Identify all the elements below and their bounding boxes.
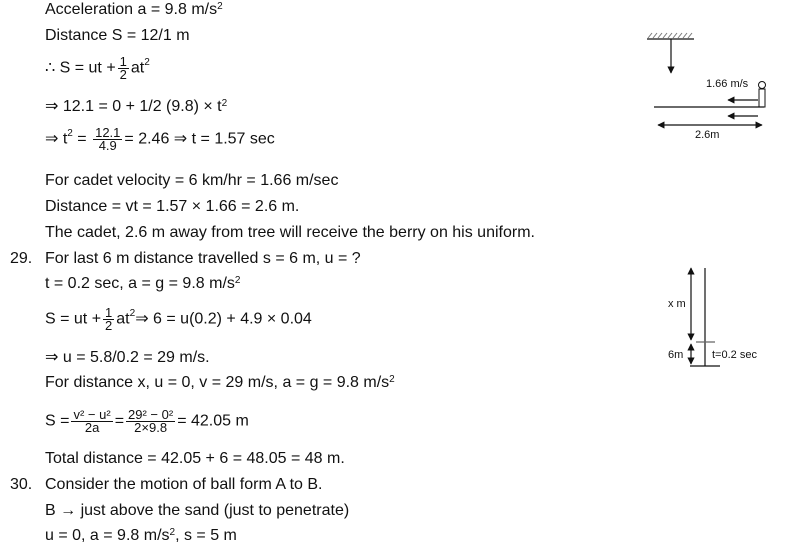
time-fraction: $\frac{12.1}{4.9}$: [95, 125, 121, 153]
q29-velocity-result: ⇒ u = 5.8/0.2 = 29 m/s.: [45, 349, 210, 366]
six-m-label: 6m: [668, 349, 684, 361]
cadet-conclusion-line: The cadet, 2.6 m away from tree will receive the berry on his uniform.: [45, 224, 535, 241]
substitution-line: ⇒ 12.1 = 0 + 1/2 $(9.8) \times t^2$: [45, 98, 228, 115]
cadet-velocity-line: For cadet velocity = 6 km/hr = 1.66 m/sec: [45, 172, 339, 189]
time-label: t=0.2 sec: [712, 349, 757, 361]
falling-body-diagram: [660, 260, 780, 370]
kinematic-fraction: $\frac{\text{v² − u²}}{2a}$: [73, 407, 111, 435]
q29-distance-formula: S = $\frac{\text{v² − u²}}{2a}$ = $\frac{\text{29² − 0²}}{2\times 9.8}$ = 42.05 m: [45, 407, 249, 435]
numeric-fraction: $\frac{\text{29² − 0²}}{2\times 9.8}$: [128, 407, 174, 435]
q29-equation-line: S = ut + $\frac{1}{2}$ $at^2\Rightarrow$ 6 = u(0.2) + 4.9 × 0.04: [45, 305, 312, 333]
q30-given-line: u = 0, a = 9.8 $m/s^2$, s = 5 m: [45, 527, 237, 544]
cadet-berry-diagram: [640, 25, 780, 145]
q29-distance-x-given: For distance x, u = 0, v = 29 m/s, a = g = 9.8 $m/s^2$: [45, 374, 395, 391]
equation-of-motion-line: ∴ S = ut + $\frac{1}{2}$ $at^2$: [45, 54, 150, 82]
time-solution-line: ⇒ $t^2$ = $\frac{12.1}{4.9}$ = 2.46 ⇒ t = 1.57 sec: [45, 125, 275, 153]
half-fraction: $\frac{1}{2}$: [105, 305, 113, 333]
q30-statement: Consider the motion of ball form A to B.: [45, 476, 323, 493]
q29-statement: For last 6 m distance travelled s = 6 m, u = ?: [45, 250, 361, 267]
acceleration-line: Acceleration a = 9.8 $m/s^2$: [45, 1, 223, 18]
x-distance-label: x m: [668, 298, 686, 310]
distance-label: 2.6m: [695, 129, 720, 141]
q29-given-line: t = 0.2 sec, a = g = 9.8 $m/s^2$: [45, 275, 241, 292]
velocity-label: 1.66 m/s: [706, 78, 749, 90]
ceiling-hatch-icon: [647, 33, 694, 39]
cadet-figure-icon: [759, 82, 766, 108]
q30-point-b: B → just above the sand (just to penetrate): [45, 502, 350, 519]
question-number-30: 30.: [10, 476, 33, 493]
distance-line: Distance S = 12/1 m: [45, 27, 190, 44]
q29-total-distance: Total distance = 42.05 + 6 = 48.05 = 48 m.: [45, 450, 345, 467]
question-number-29: 29.: [10, 250, 33, 267]
cadet-distance-line: Distance = vt = 1.57 × 1.66 = 2.6 m.: [45, 198, 300, 215]
half-fraction: $\frac{1}{2}$: [119, 54, 127, 82]
